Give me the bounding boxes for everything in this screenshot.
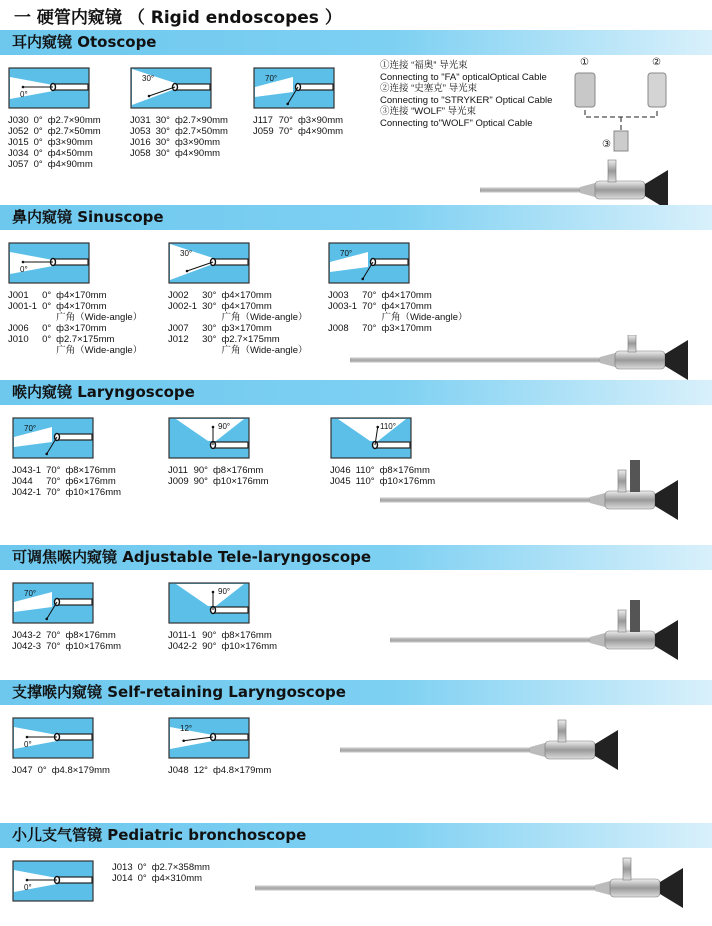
spec-table [8,290,147,356]
angle-label: 0° [20,265,28,274]
dimensions: ф4×50mm [47,148,93,159]
view-angle: 30° [202,301,217,312]
model-code [8,312,42,323]
spec-row [8,323,147,334]
spec-row [168,476,274,487]
dimensions: 广角（Wide-angle） [221,345,308,356]
spec-table [130,115,233,159]
spec-row [130,148,233,159]
dimensions: 广角（Wide-angle） [381,312,468,323]
spec-row [12,765,115,776]
eyepiece [655,480,678,520]
view-angle: 0° [33,137,43,148]
eyepiece [665,340,688,380]
model-code: J012 [168,334,189,345]
dimensions: ф8×176mm [379,465,430,476]
view-angle: 30° [202,290,217,301]
spec-row [328,301,473,312]
section-header: 小儿支气管镜 Pediatric bronchoscope [0,823,712,848]
model-code: J011 [168,465,188,476]
view-angle: 0° [37,765,47,776]
spec-row [253,126,348,137]
view-angle: 0° [42,290,52,301]
spec-row [8,334,147,345]
spec-row [8,312,147,323]
spec-row [328,323,473,334]
view-angle: 12° [193,765,208,776]
scope-body [545,741,595,759]
view-angle: 0° [33,126,43,137]
view-angle-diagram [12,860,94,902]
model-code: J002-1 [168,301,198,312]
spec-row [168,334,313,345]
model-code: J117 [253,115,273,126]
view-angle: 0° [42,301,52,312]
view-angle: 70° [278,115,293,126]
spec-row [12,487,126,498]
view-angle: 30° [155,148,170,159]
endoscope-photo [380,450,700,520]
endoscope-image [390,590,700,665]
scope-shaft [255,886,595,890]
dimensions: ф4×310mm [151,873,203,884]
spec-table [12,765,115,776]
angle-label: 12° [180,724,193,733]
view-angle: 90° [202,641,217,652]
product-group [253,67,348,137]
view-angle-diagram [130,67,212,109]
view-angle: 30° [155,126,170,137]
spec-row [168,465,274,476]
scope-grip [630,460,640,492]
page-title: 一 硬管内窥镜 （ Rigid endoscopes ） [14,8,342,28]
view-angle: 70° [46,630,61,641]
view-angle [362,312,381,323]
view-angle: 0° [33,148,43,159]
connector-notes [380,60,552,129]
model-code: J002 [168,290,189,301]
view-angle-diagram [168,417,250,459]
section-3 [0,545,712,680]
view-angle-diagram [168,242,250,284]
scope-shaft [350,358,600,362]
model-code: J010 [8,334,29,345]
endoscope-photo [340,700,640,770]
model-code: J008 [328,323,349,334]
model-code: J011-1 [168,630,197,641]
dimensions: ф10×176mm [221,641,278,652]
spec-row [328,312,473,323]
angle-label: 90° [218,587,231,596]
angle-label: 70° [265,74,278,83]
view-angle: 110° [355,465,375,476]
model-code: J058 [130,148,151,159]
spec-row [168,345,313,356]
view-angle: 90° [193,476,208,487]
spec-row [168,765,276,776]
view-angle: 30° [202,334,217,345]
dimensions: 广角（Wide-angle） [56,312,143,323]
light-post [628,335,636,352]
model-code [168,312,202,323]
spec-row [168,641,282,652]
model-code: J043-1 [12,465,42,476]
connector-note: ③连接 “WOLF” 导光束 [380,106,477,117]
view-angle: 90° [202,630,217,641]
connector-note: ②连接 “史塞克” 导光束 [380,83,478,94]
section-header: 耳内窥镜 Otoscope [0,30,712,55]
view-angle: 110° [355,476,375,487]
spec-row [8,345,147,356]
model-code: J034 [8,148,29,159]
scope-body [610,879,660,897]
spec-table [253,115,348,137]
view-angle [42,345,56,356]
dimensions: ф3×90mm [174,137,221,148]
spec-table [168,465,274,487]
dimensions: ф3×170mm [221,323,272,334]
view-angle-diagram [12,417,94,459]
model-code: J042-3 [12,641,42,652]
view-angle: 0° [137,862,147,873]
model-code: J045 [330,476,351,487]
view-angle: 70° [362,290,377,301]
dimensions: ф2.7×90mm [47,115,101,126]
dimensions: ф4×170mm [221,301,272,312]
angle-label: 30° [180,249,193,258]
spec-row [112,873,215,884]
product-group [168,417,274,487]
section-header: 鼻内窥镜 Sinuscope [0,205,712,230]
dimensions: ф8×176mm [212,465,264,476]
model-code: J047 [12,765,33,776]
scope-body [605,491,655,509]
spec-table [328,290,473,334]
section-4 [0,680,712,823]
connector-note: Connecting to "STRYKER" Optical Cable [380,94,553,106]
view-angle: 0° [42,323,52,334]
section-1 [0,205,712,380]
view-angle: 70° [46,487,61,498]
model-code [168,345,202,356]
dimensions: ф10×176mm [212,476,269,487]
model-code: J001 [8,290,29,301]
dimensions: ф2.7×90mm [174,115,228,126]
model-code: J044 [12,476,33,487]
light-post [618,610,626,632]
dimensions: ф2.7×50mm [174,126,228,137]
connector-note: ①连接 “福奥” 导光束 [380,60,468,71]
dimensions: 广角（Wide-angle） [56,345,143,356]
view-angle-diagram [168,717,250,759]
view-angle: 30° [155,137,170,148]
eyepiece [660,868,683,908]
light-post [618,470,626,492]
product-group [12,582,126,652]
scope-shaft [390,638,590,642]
view-angle: 0° [137,873,147,884]
spec-row [8,137,106,148]
spec-row [328,290,473,301]
section-header: 喉内窥镜 Laryngoscope [0,380,712,405]
eyepiece [645,170,668,210]
dimensions: ф3×90mm [47,137,93,148]
model-code: J031 [130,115,151,126]
model-code: J001-1 [8,301,38,312]
dimensions: ф4×170mm [381,290,432,301]
product-group [12,717,115,776]
model-code: J013 [112,862,133,873]
scope-body [615,351,665,369]
model-code: J009 [168,476,189,487]
spec-row [130,126,233,137]
light-post [623,858,631,880]
model-code: J052 [8,126,29,137]
endoscope-image [350,335,710,385]
angle-label: 90° [218,422,231,431]
connector-stryker [648,73,666,107]
product-group [8,242,147,356]
dimensions: ф10×176mm [65,641,122,652]
model-code: J003-1 [328,301,358,312]
scope-shaft [380,498,590,502]
model-code: J046 [330,465,351,476]
eyepiece [655,620,678,660]
product-group [168,717,276,776]
view-angle-diagram [253,67,335,109]
view-angle: 70° [362,301,377,312]
view-angle: 30° [202,323,217,334]
view-angle-diagram [328,242,410,284]
endoscope-photo [390,590,700,660]
model-code: J048 [168,765,189,776]
view-angle: 70° [46,641,61,652]
connector-note: Connecting to "FA" opticalOptical Cable [380,71,547,83]
connector-wolf [614,131,628,151]
view-angle: 0° [33,159,43,170]
angle-label: 70° [24,589,37,598]
spec-row [8,126,106,137]
product-group [130,67,233,159]
view-angle: 70° [362,323,377,334]
section-header: 可调焦喉内窥镜 Adjustable Tele-laryngoscope [0,545,712,570]
dimensions: ф4×170mm [56,290,107,301]
spec-table [12,630,126,652]
connector-number: ② [652,57,661,68]
section-2 [0,380,712,545]
spec-row [168,290,313,301]
spec-row [12,476,126,487]
spec-table [8,115,106,170]
view-angle-diagram [8,67,90,109]
model-code: J053 [130,126,151,137]
spec-table [168,630,282,652]
dimensions: ф3×90mm [297,115,344,126]
model-code: J014 [112,873,133,884]
dimensions: ф3×170mm [381,323,432,334]
spec-row [8,159,106,170]
view-angle: 0° [33,115,43,126]
dimensions: ф2.7×358mm [151,862,210,873]
product-group [168,582,282,652]
spec-table [168,290,313,356]
endoscope-image [340,700,640,775]
scope-body [595,181,645,199]
light-post [558,720,566,742]
spec-table [168,765,276,776]
endoscope-image [380,450,700,525]
section-5 [0,823,712,926]
view-angle-diagram [12,717,94,759]
view-angle: 30° [155,115,170,126]
spec-row [12,630,126,641]
angle-label: 70° [24,424,37,433]
product-group [12,417,126,498]
model-code: J007 [168,323,189,334]
dimensions: ф2.7×175mm [56,334,115,345]
spec-row [8,290,147,301]
dimensions: ф4×90mm [47,159,93,170]
connector-number: ③ [602,139,611,150]
dimensions: ф8×176mm [221,630,272,641]
view-angle [202,345,221,356]
dimensions: ф3×170mm [56,323,107,334]
section-0 [0,30,712,205]
model-code: J042-1 [12,487,42,498]
dimensions: ф4×170mm [56,301,107,312]
view-angle: 70° [278,126,293,137]
view-angle: 90° [193,465,208,476]
model-code: J043-2 [12,630,42,641]
model-code: J015 [8,137,29,148]
scope-grip [630,600,640,632]
model-code: J016 [130,137,151,148]
spec-table [112,862,215,884]
dimensions: ф10×176mm [379,476,436,487]
endoscope-image [255,838,705,913]
section-header: 支撑喉内窥镜 Self-retaining Laryngoscope [0,680,712,705]
dimensions: ф4×90mm [174,148,221,159]
view-angle-diagram [8,242,90,284]
model-code: J057 [8,159,29,170]
view-angle: 0° [42,334,52,345]
angle-label: 70° [340,249,353,258]
spec-row [168,301,313,312]
angle-label: 110° [380,422,396,431]
spec-row [12,465,126,476]
spec-row [8,115,106,126]
endoscope-photo [350,335,710,380]
endoscope-photo [255,838,705,908]
view-angle: 70° [46,476,61,487]
connector-dashes [585,110,657,130]
dimensions: ф8×176mm [65,465,116,476]
product-group [8,67,106,170]
spec-row [253,115,348,126]
product-group [168,242,313,356]
product-group [328,242,473,334]
dimensions: ф2.7×50mm [47,126,101,137]
view-angle [42,312,56,323]
spec-row [8,301,147,312]
model-code: J006 [8,323,29,334]
angle-label: 0° [20,90,28,99]
view-angle: 70° [46,465,61,476]
connector-fa [575,73,595,107]
connector-note: Connecting to"WOLF" Optical Cable [380,117,533,129]
spec-row [168,312,313,323]
spec-row [168,630,282,641]
spec-row [8,148,106,159]
dimensions: ф8×176mm [65,630,116,641]
scope-body [605,631,655,649]
spec-row [112,862,215,873]
dimensions: ф6×176mm [65,476,116,487]
view-angle-diagram [168,582,250,624]
dimensions: 广角（Wide-angle） [221,312,308,323]
eyepiece [595,730,618,770]
dimensions: ф2.7×175mm [221,334,280,345]
angle-label: 0° [24,740,32,749]
product-group [12,860,210,902]
dimensions: ф4.8×179mm [51,765,110,776]
model-code [8,345,42,356]
model-code [328,312,362,323]
model-code: J059 [253,126,274,137]
dimensions: ф4×90mm [297,126,344,137]
angle-label: 0° [24,883,32,892]
view-angle-diagram [12,582,94,624]
dimensions: ф10×176mm [65,487,122,498]
view-angle [202,312,221,323]
model-code: J003 [328,290,349,301]
scope-shaft [340,748,530,752]
spec-row [12,641,126,652]
spec-row [168,323,313,334]
spec-row [130,137,233,148]
scope-shaft [480,188,580,192]
dimensions: ф4×170mm [381,301,432,312]
model-code: J042-2 [168,641,198,652]
spec-row [130,115,233,126]
cable-connectors [570,55,680,165]
dimensions: ф4×170mm [221,290,272,301]
dimensions: ф4.8×179mm [212,765,272,776]
spec-table [12,465,126,498]
model-code: J030 [8,115,29,126]
connector-number: ① [580,57,589,68]
angle-label: 30° [142,74,155,83]
